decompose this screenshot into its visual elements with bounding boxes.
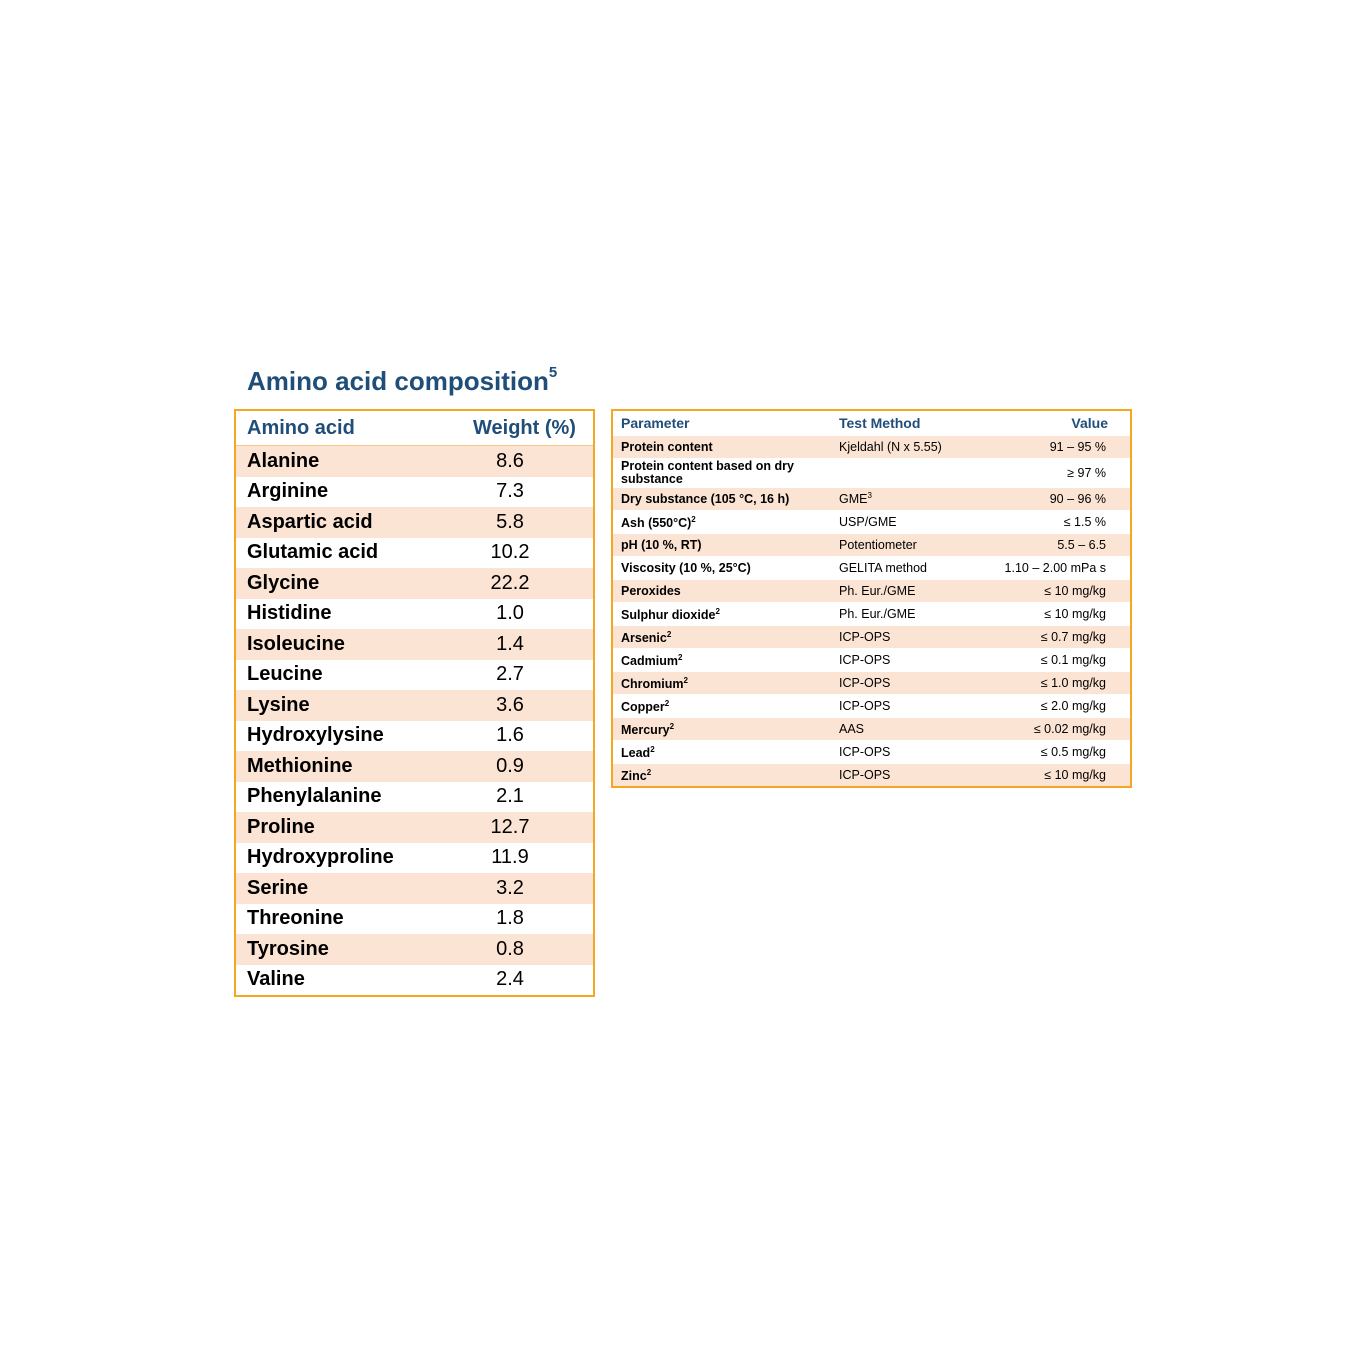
parameter-name	[613, 605, 830, 622]
header-parameter: Parameter	[621, 414, 690, 431]
parameter-value: ≤ 1.5 %	[1063, 515, 1106, 529]
parameter-value: 91 – 95 %	[1049, 440, 1106, 454]
amino-acid-name: Histidine	[247, 602, 332, 625]
table-row	[236, 873, 593, 904]
parameter-name	[613, 539, 830, 552]
parameter-text: Arsenic	[621, 631, 667, 646]
amino-acid-weight: 1.4	[496, 632, 524, 655]
amino-acid-weight: 0.8	[496, 937, 524, 960]
table-row	[613, 763, 1130, 786]
parameter-text: Viscosity (10 %, 25°C)	[621, 560, 751, 575]
parameter-text: Ash (550°C)	[621, 516, 692, 531]
table-row	[236, 965, 593, 996]
amino-acid-weight: 1.6	[496, 724, 524, 747]
header-value: Value	[1071, 415, 1108, 431]
footnote-marker: 2	[683, 676, 688, 686]
test-method	[830, 561, 988, 575]
amino-acid-name: Tyrosine	[247, 937, 329, 960]
parameter-text: Dry substance (105 °C, 16 h)	[621, 491, 790, 506]
parameter-name	[613, 720, 830, 737]
parameter-name	[613, 493, 830, 506]
amino-acid-weight: 11.9	[491, 846, 529, 869]
amino-acid-name: Threonine	[247, 907, 344, 930]
amino-acid-weight: 1.0	[496, 602, 524, 625]
test-method	[830, 699, 988, 713]
table-row	[236, 812, 593, 843]
footnote-marker: 2	[664, 699, 670, 709]
table-row	[236, 843, 593, 874]
table-row	[236, 721, 593, 752]
amino-acid-name: Proline	[247, 815, 315, 838]
amino-acid-weight: 0.9	[496, 754, 524, 777]
table-row	[613, 579, 1130, 602]
amino-acid-name: Glycine	[247, 571, 320, 594]
table-row	[236, 446, 593, 477]
table-row	[613, 625, 1130, 648]
test-method-text: Ph. Eur./GME	[839, 584, 916, 598]
parameter-text: Cadmium	[621, 654, 678, 669]
parameter-value: ≤ 0.5 mg/kg	[1040, 745, 1106, 759]
parameter-value: ≤ 0.02 mg/kg	[1033, 722, 1106, 736]
parameter-value: ≤ 10 mg/kg	[1044, 607, 1106, 621]
amino-acid-name: Isoleucine	[247, 632, 345, 655]
parameter-name	[613, 743, 830, 760]
footnote-marker: 3	[867, 491, 872, 501]
parameter-text: Chromium	[621, 677, 684, 692]
parameter-value: 5.5 – 6.5	[1057, 538, 1106, 552]
amino-acid-name: Methionine	[247, 754, 353, 777]
parameter-table-header	[613, 411, 1130, 435]
test-method-text: ICP-OPS	[839, 699, 891, 713]
test-method	[830, 745, 988, 759]
amino-acid-weight: 10.2	[490, 541, 530, 564]
test-method-text: USP/GME	[839, 515, 897, 529]
test-method	[830, 515, 988, 529]
table-row	[236, 507, 593, 538]
table-row	[236, 660, 593, 691]
table-row	[236, 538, 593, 569]
amino-acid-name: Hydroxyproline	[247, 846, 394, 869]
amino-acid-name: Hydroxylysine	[247, 724, 384, 747]
test-method-text: Potentiometer	[839, 538, 917, 552]
amino-acid-weight: 8.6	[496, 449, 524, 472]
table-row	[613, 435, 1130, 458]
table-row	[613, 602, 1130, 625]
parameter-text: Mercury	[621, 723, 670, 738]
footnote-marker: 2	[715, 607, 720, 617]
parameter-text: Protein content based on dry substance	[621, 459, 794, 486]
amino-acid-weight: 3.2	[496, 876, 524, 899]
parameter-name	[613, 697, 830, 714]
test-method	[830, 491, 988, 506]
amino-acid-weight: 5.8	[496, 510, 524, 533]
parameter-name	[613, 766, 830, 783]
test-method-text: Kjeldahl (N x 5.55)	[839, 440, 942, 454]
test-method-text: ICP-OPS	[839, 653, 891, 667]
table-row	[236, 904, 593, 935]
test-method-text: Ph. Eur./GME	[839, 607, 916, 621]
parameter-table	[611, 409, 1132, 788]
test-method-text: GME	[839, 492, 868, 507]
page-title-text: Amino acid composition	[247, 366, 549, 396]
table-row	[236, 568, 593, 599]
amino-acid-name: Glutamic acid	[247, 541, 379, 564]
parameter-value: ≤ 0.7 mg/kg	[1040, 630, 1106, 644]
parameter-value: ≤ 0.1 mg/kg	[1040, 653, 1106, 667]
parameter-value: ≤ 10 mg/kg	[1044, 768, 1106, 782]
parameter-name	[613, 585, 830, 598]
footnote-marker: 2	[650, 745, 655, 755]
amino-acid-weight: 22.2	[490, 571, 530, 594]
footnote-marker: 2	[646, 768, 652, 778]
parameter-name	[613, 628, 830, 645]
parameter-text: Protein content	[621, 439, 713, 454]
amino-acid-name: Serine	[247, 876, 309, 899]
table-row	[613, 648, 1130, 671]
test-method	[830, 722, 988, 736]
table-row	[613, 717, 1130, 740]
parameter-name	[613, 674, 830, 691]
test-method-text: AAS	[839, 722, 865, 736]
table-row	[236, 934, 593, 965]
table-row	[613, 458, 1130, 487]
footnote-marker: 2	[666, 630, 672, 640]
test-method	[830, 653, 988, 667]
parameter-name	[613, 513, 830, 530]
table-row	[236, 751, 593, 782]
amino-table-header	[236, 411, 593, 446]
parameter-text: Zinc	[621, 769, 647, 784]
amino-acid-name: Valine	[247, 968, 305, 991]
table-row	[236, 782, 593, 813]
parameter-name	[613, 441, 830, 454]
test-method-text: ICP-OPS	[839, 630, 891, 644]
parameter-name	[613, 460, 830, 486]
parameter-value: ≤ 1.0 mg/kg	[1040, 676, 1106, 690]
amino-table-body	[236, 446, 593, 995]
parameter-value: ≤ 2.0 mg/kg	[1040, 699, 1106, 713]
parameter-text: Sulphur dioxide	[621, 608, 716, 623]
test-method	[830, 676, 988, 690]
amino-acid-weight: 12.7	[490, 815, 530, 838]
table-row	[613, 740, 1130, 763]
amino-acid-weight: 2.1	[496, 785, 524, 808]
test-method	[830, 768, 988, 782]
amino-acid-table	[234, 409, 595, 997]
table-row	[236, 690, 593, 721]
test-method-text: ICP-OPS	[839, 676, 891, 690]
amino-acid-weight: 2.7	[496, 663, 524, 686]
table-row	[613, 671, 1130, 694]
amino-acid-weight: 2.4	[496, 968, 524, 991]
table-row	[613, 556, 1130, 579]
parameter-text: pH (10 %, RT)	[621, 537, 702, 552]
test-method-text: ICP-OPS	[839, 768, 891, 782]
test-method-text: ICP-OPS	[839, 745, 891, 759]
parameter-value: 90 – 96 %	[1049, 492, 1106, 506]
table-row	[236, 629, 593, 660]
amino-acid-weight: 7.3	[496, 480, 524, 503]
page-title	[247, 366, 557, 397]
amino-acid-name: Lysine	[247, 693, 310, 716]
header-amino-acid: Amino acid	[247, 416, 355, 439]
header-test-method: Test Method	[839, 415, 921, 431]
amino-acid-name: Leucine	[247, 663, 323, 686]
footnote-marker: 2	[669, 722, 675, 732]
parameter-name	[613, 651, 830, 668]
table-row	[613, 694, 1130, 717]
page-title-superscript: 5	[548, 364, 558, 382]
test-method	[830, 607, 988, 621]
amino-acid-name: Aspartic acid	[247, 510, 373, 533]
test-method	[830, 440, 988, 454]
parameter-value: ≥ 97 %	[1067, 466, 1106, 480]
amino-acid-name: Alanine	[247, 449, 320, 472]
amino-acid-name: Arginine	[247, 480, 329, 503]
table-row	[613, 487, 1130, 510]
parameter-table-body	[613, 435, 1130, 786]
amino-acid-weight: 1.8	[496, 907, 524, 930]
footnote-marker: 2	[677, 653, 683, 663]
parameter-text: Lead	[621, 746, 651, 761]
table-row	[613, 510, 1130, 533]
table-row	[236, 599, 593, 630]
test-method-text: GELITA method	[839, 561, 928, 575]
table-row	[236, 477, 593, 508]
test-method	[830, 630, 988, 644]
amino-acid-weight: 3.6	[496, 693, 524, 716]
parameter-value: ≤ 10 mg/kg	[1044, 584, 1106, 598]
parameter-text: Peroxides	[621, 583, 681, 598]
amino-acid-name: Phenylalanine	[247, 785, 382, 808]
parameter-name	[613, 562, 830, 575]
test-method	[830, 538, 988, 552]
parameter-text: Copper	[621, 700, 665, 715]
header-weight: Weight (%)	[473, 416, 576, 439]
test-method	[830, 584, 988, 598]
footnote-marker: 2	[691, 515, 696, 525]
table-row	[613, 533, 1130, 556]
parameter-value: 1.10 – 2.00 mPa s	[1004, 561, 1106, 575]
